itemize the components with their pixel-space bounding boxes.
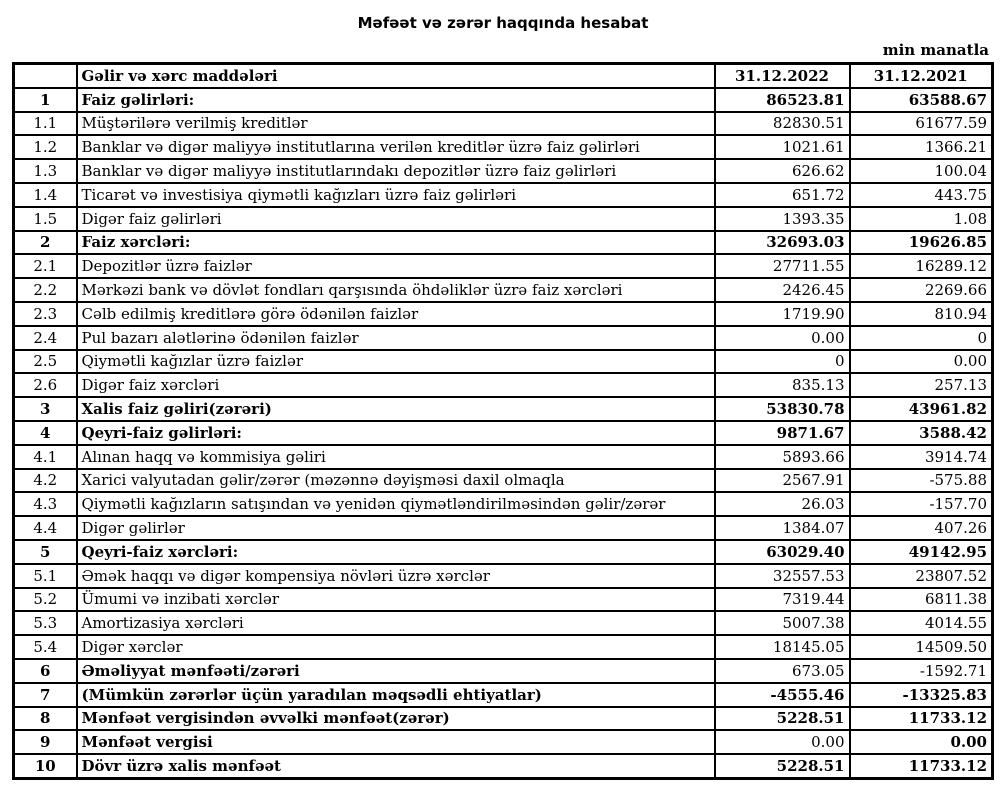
table-row [14, 564, 993, 588]
table-row [14, 373, 993, 397]
table-row [14, 516, 993, 540]
value-2022: 835.13 [715, 373, 850, 397]
row-number: 1.3 [14, 159, 77, 183]
row-label: Mənfəət vergisindən əvvəlki mənfəət(zərər) [77, 707, 715, 731]
header-col-2022: 31.12.2022 [715, 64, 850, 88]
row-label: Xalis faiz gəliri(zərəri) [77, 397, 715, 421]
row-label: Mənfəət vergisi [77, 730, 715, 754]
value-2022: 32693.03 [715, 231, 850, 255]
header-number-cell [14, 64, 77, 88]
table-row [14, 588, 993, 612]
value-2022: 5228.51 [715, 707, 850, 731]
row-label: Banklar və digər maliyyə institutlarına verilən kreditlər üzrə faiz gəlirləri [77, 135, 715, 159]
row-label: Əməliyyat mənfəəti/zərəri [77, 659, 715, 683]
row-number: 5.1 [14, 564, 77, 588]
row-label: Ticarət və investisiya qiymətli kağızları üzrə faiz gəlirləri [77, 183, 715, 207]
table-row [14, 635, 993, 659]
table-row [14, 302, 993, 326]
value-2022: 7319.44 [715, 588, 850, 612]
value-2021: 11733.12 [850, 754, 993, 778]
row-number: 4 [14, 421, 77, 445]
row-number: 2.5 [14, 350, 77, 374]
table-row [14, 540, 993, 564]
value-2022: 18145.05 [715, 635, 850, 659]
value-2022: 0.00 [715, 730, 850, 754]
row-label: (Mümkün zərərlər üçün yaradılan məqsədli ehtiyatlar) [77, 683, 715, 707]
value-2021: 443.75 [850, 183, 993, 207]
row-label: Qeyri-faiz xərcləri: [77, 540, 715, 564]
value-2022: 626.62 [715, 159, 850, 183]
value-2021: 0.00 [850, 730, 993, 754]
row-number: 4.2 [14, 469, 77, 493]
row-label: Cəlb edilmiş kreditlərə görə ödənilən faizlər [77, 302, 715, 326]
row-label: Qeyri-faiz gəlirləri: [77, 421, 715, 445]
row-label: Müştərilərə verilmiş kreditlər [77, 112, 715, 136]
value-2022: 9871.67 [715, 421, 850, 445]
header-col-2021: 31.12.2021 [850, 64, 993, 88]
row-label: Depozitlər üzrə faizlər [77, 254, 715, 278]
value-2021: 6811.38 [850, 588, 993, 612]
table-row [14, 707, 993, 731]
value-2022: 1719.90 [715, 302, 850, 326]
value-2022: 5893.66 [715, 445, 850, 469]
row-number: 5 [14, 540, 77, 564]
row-label: Ümumi və inzibati xərclər [77, 588, 715, 612]
row-number: 4.1 [14, 445, 77, 469]
value-2022: 63029.40 [715, 540, 850, 564]
table-row [14, 445, 993, 469]
value-2021: 1366.21 [850, 135, 993, 159]
value-2021: 257.13 [850, 373, 993, 397]
value-2022: -4555.46 [715, 683, 850, 707]
value-2021: 0 [850, 326, 993, 350]
row-number: 6 [14, 659, 77, 683]
row-number: 2.1 [14, 254, 77, 278]
value-2022: 651.72 [715, 183, 850, 207]
value-2021: 11733.12 [850, 707, 993, 731]
value-2021: -575.88 [850, 469, 993, 493]
row-label: Digər faiz gəlirləri [77, 207, 715, 231]
table-row [14, 611, 993, 635]
value-2022: 32557.53 [715, 564, 850, 588]
table-header-row [14, 64, 993, 88]
value-2021: 61677.59 [850, 112, 993, 136]
table-row [14, 231, 993, 255]
value-2021: 63588.67 [850, 88, 993, 112]
row-label: Faiz gəlirləri: [77, 88, 715, 112]
row-number: 2.3 [14, 302, 77, 326]
row-number: 1 [14, 88, 77, 112]
table-row [14, 159, 993, 183]
value-2021: -13325.83 [850, 683, 993, 707]
table-row [14, 754, 993, 778]
table-row [14, 183, 993, 207]
value-2021: 43961.82 [850, 397, 993, 421]
row-label: Qiymətli kağızların satışından və yenidən qiymətləndirilməsindən gəlir/zərər [77, 492, 715, 516]
value-2021: 49142.95 [850, 540, 993, 564]
value-2021: 3588.42 [850, 421, 993, 445]
row-label: Banklar və digər maliyyə institutlarındakı depozitlər üzrə faiz gəlirləri [77, 159, 715, 183]
value-2021: 1.08 [850, 207, 993, 231]
header-label-cell: Gəlir və xərc maddələri [77, 64, 715, 88]
row-number: 7 [14, 683, 77, 707]
value-2022: 53830.78 [715, 397, 850, 421]
value-2022: 0 [715, 350, 850, 374]
value-2022: 82830.51 [715, 112, 850, 136]
table-row [14, 326, 993, 350]
income-statement-table [12, 62, 994, 780]
value-2021: 2269.66 [850, 278, 993, 302]
row-label: Amortizasiya xərcləri [77, 611, 715, 635]
value-2022: 1021.61 [715, 135, 850, 159]
value-2021: 16289.12 [850, 254, 993, 278]
table-row [14, 207, 993, 231]
table-row [14, 135, 993, 159]
table-row [14, 421, 993, 445]
table-row [14, 278, 993, 302]
value-2022: 5228.51 [715, 754, 850, 778]
value-2022: 26.03 [715, 492, 850, 516]
value-2021: 14509.50 [850, 635, 993, 659]
value-2021: 23807.52 [850, 564, 993, 588]
value-2022: 1393.35 [715, 207, 850, 231]
row-label: Əmək haqqı və digər kompensiya növləri üzrə xərclər [77, 564, 715, 588]
value-2022: 5007.38 [715, 611, 850, 635]
table-row [14, 397, 993, 421]
row-number: 8 [14, 707, 77, 731]
table-row [14, 88, 993, 112]
value-2021: 810.94 [850, 302, 993, 326]
value-2021: 3914.74 [850, 445, 993, 469]
table-row [14, 659, 993, 683]
row-number: 5.4 [14, 635, 77, 659]
report-table-body [14, 64, 993, 779]
value-2022: 673.05 [715, 659, 850, 683]
table-row [14, 683, 993, 707]
row-number: 2.2 [14, 278, 77, 302]
row-number: 10 [14, 754, 77, 778]
unit-note: min manatla [882, 41, 989, 59]
value-2022: 86523.81 [715, 88, 850, 112]
row-number: 1.5 [14, 207, 77, 231]
row-number: 5.2 [14, 588, 77, 612]
value-2021: -1592.71 [850, 659, 993, 683]
row-label: Digər faiz xərcləri [77, 373, 715, 397]
row-label: Qiymətli kağızlar üzrə faizlər [77, 350, 715, 374]
row-number: 2 [14, 231, 77, 255]
table-row [14, 350, 993, 374]
table-row [14, 254, 993, 278]
value-2021: 0.00 [850, 350, 993, 374]
value-2022: 1384.07 [715, 516, 850, 540]
row-label: Alınan haqq və kommisiya gəliri [77, 445, 715, 469]
value-2021: 100.04 [850, 159, 993, 183]
row-label: Dövr üzrə xalis mənfəət [77, 754, 715, 778]
value-2022: 27711.55 [715, 254, 850, 278]
value-2022: 2567.91 [715, 469, 850, 493]
row-number: 2.4 [14, 326, 77, 350]
value-2021: 19626.85 [850, 231, 993, 255]
row-number: 2.6 [14, 373, 77, 397]
table-row [14, 730, 993, 754]
row-number: 1.1 [14, 112, 77, 136]
row-label: Pul bazarı alətlərinə ödənilən faizlər [77, 326, 715, 350]
table-row [14, 469, 993, 493]
value-2022: 2426.45 [715, 278, 850, 302]
table-row [14, 112, 993, 136]
table-row [14, 492, 993, 516]
row-number: 9 [14, 730, 77, 754]
value-2021: 4014.55 [850, 611, 993, 635]
value-2021: -157.70 [850, 492, 993, 516]
row-label: Digər gəlirlər [77, 516, 715, 540]
row-number: 4.3 [14, 492, 77, 516]
row-label: Xarici valyutadan gəlir/zərər (məzənnə dəyişməsi daxil olmaqla [77, 469, 715, 493]
value-2021: 407.26 [850, 516, 993, 540]
row-number: 3 [14, 397, 77, 421]
page-title: Məfəət və zərər haqqında hesabat [357, 14, 649, 32]
row-label: Faiz xərcləri: [77, 231, 715, 255]
row-label: Mərkəzi bank və dövlət fondları qarşısında öhdəliklər üzrə faiz xərcləri [77, 278, 715, 302]
row-label: Digər xərclər [77, 635, 715, 659]
row-number: 5.3 [14, 611, 77, 635]
row-number: 1.4 [14, 183, 77, 207]
value-2022: 0.00 [715, 326, 850, 350]
row-number: 1.2 [14, 135, 77, 159]
row-number: 4.4 [14, 516, 77, 540]
